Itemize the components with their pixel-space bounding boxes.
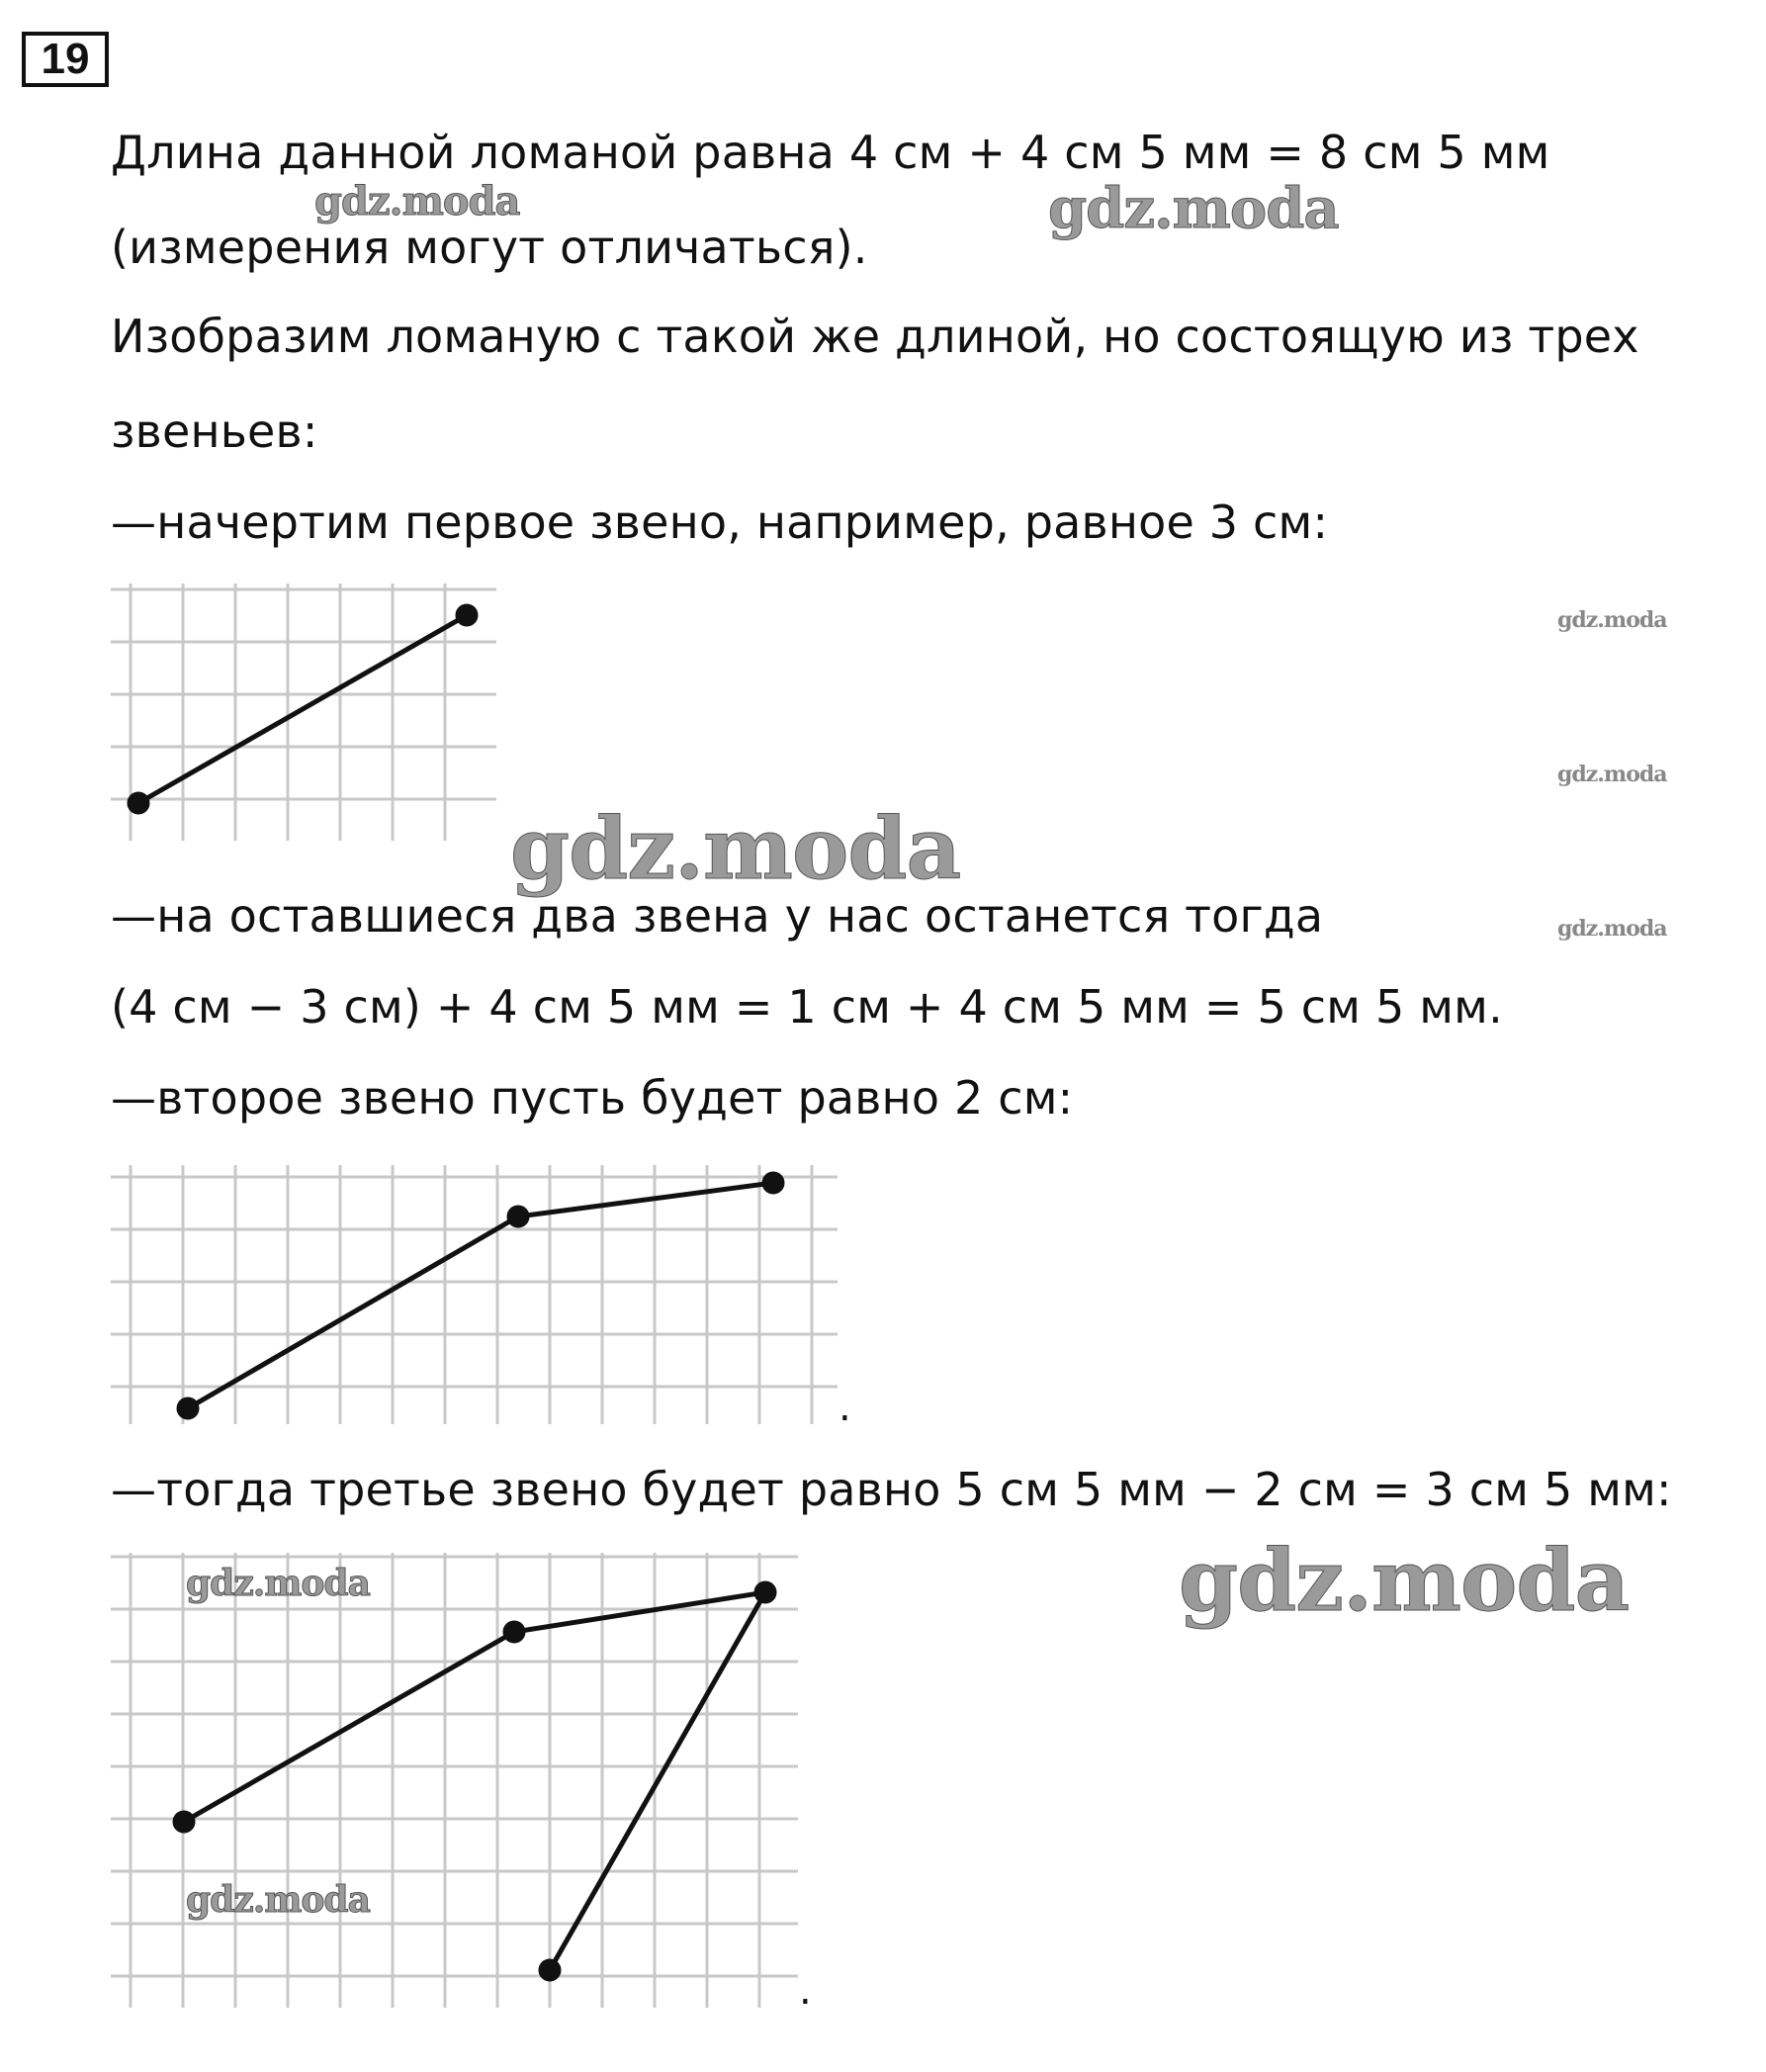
text-line-7: (4 см − 3 см) + 4 см 5 мм = 1 см + 4 см 5 мм = 5 см 5 мм. [111, 980, 1503, 1034]
watermark: gdz.moda [1557, 762, 1667, 787]
text-line-9: —тогда третье звено будет равно 5 см 5 мм − 2 см = 3 см 5 мм: [111, 1463, 1672, 1516]
text-line-4: звеньев: [111, 405, 318, 458]
polyline-2 [179, 1174, 782, 1417]
text-line-5: —начертим первое звено, например, равное 3 см: [111, 495, 1329, 549]
text-line-3: Изобразим ломаную с такой же длиной, но состоящую из трех [111, 310, 1639, 363]
watermark: gdz.moda [314, 178, 520, 225]
figure-second-segment [111, 1165, 842, 1424]
text-line-6: —на оставшиеся два звена у нас останется тогда [111, 889, 1324, 943]
task-number: 19 [22, 32, 109, 87]
watermark: gdz.moda [186, 1563, 370, 1604]
text-line-8: —второе звено пусть будет равно 2 см: [111, 1071, 1074, 1125]
figure-third-segment [111, 1553, 803, 2008]
watermark: gdz.moda [186, 1879, 370, 1921]
watermark: gdz.moda [1557, 916, 1667, 942]
text-line-2: (измерения могут отличаться). [111, 221, 868, 274]
figure-3-end-mark: . [799, 1968, 812, 2014]
figure-first-segment [111, 584, 506, 841]
watermark: gdz.moda [1179, 1531, 1630, 1631]
figure-2-end-mark: . [839, 1385, 851, 1430]
watermark: gdz.moda [1557, 607, 1667, 633]
text-line-1: Длина данной ломаной равна 4 см + 4 см 5 мм = 8 см 5 мм [111, 126, 1550, 179]
watermark: gdz.moda [1048, 176, 1339, 241]
watermark: gdz.moda [510, 799, 961, 899]
